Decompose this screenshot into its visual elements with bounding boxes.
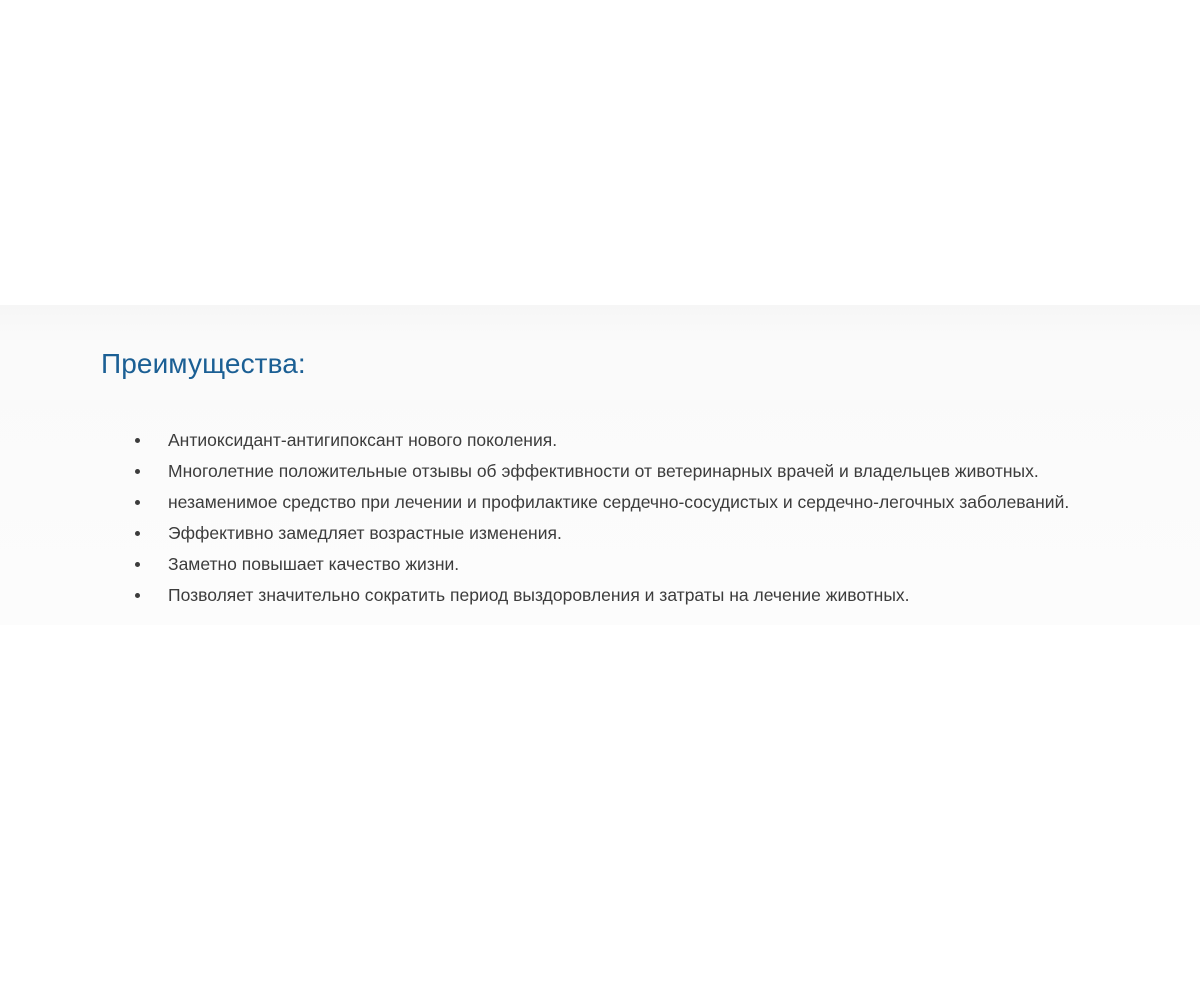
advantages-list — [135, 425, 1195, 611]
list-item-text: Позволяет значительно сократить период выздоровления и затраты на лечение животных. — [168, 585, 910, 605]
bullet-icon — [135, 593, 140, 598]
bullet-icon — [135, 438, 140, 443]
list-item — [135, 518, 1195, 549]
bullet-icon — [135, 531, 140, 536]
list-item — [135, 456, 1195, 487]
list-item-text: Антиоксидант-антигипоксант нового поколения. — [168, 430, 558, 450]
list-item — [135, 425, 1195, 456]
list-item — [135, 580, 1195, 611]
list-item-text: незаменимое средство при лечении и профилактике сердечно-сосудистых и сердечно-легочных заболеваний. — [168, 492, 1070, 512]
bullet-icon — [135, 500, 140, 505]
bullet-icon — [135, 469, 140, 474]
list-item-text: Эффективно замедляет возрастные изменения. — [168, 523, 562, 543]
bullet-icon — [135, 562, 140, 567]
list-item-text: Многолетние положительные отзывы об эффективности от ветеринарных врачей и владельцев животных. — [168, 461, 1039, 481]
list-item — [135, 487, 1195, 518]
list-item-text: Заметно повышает качество жизни. — [168, 554, 460, 574]
section-title: Преимущества: — [101, 348, 306, 379]
list-item — [135, 549, 1195, 580]
